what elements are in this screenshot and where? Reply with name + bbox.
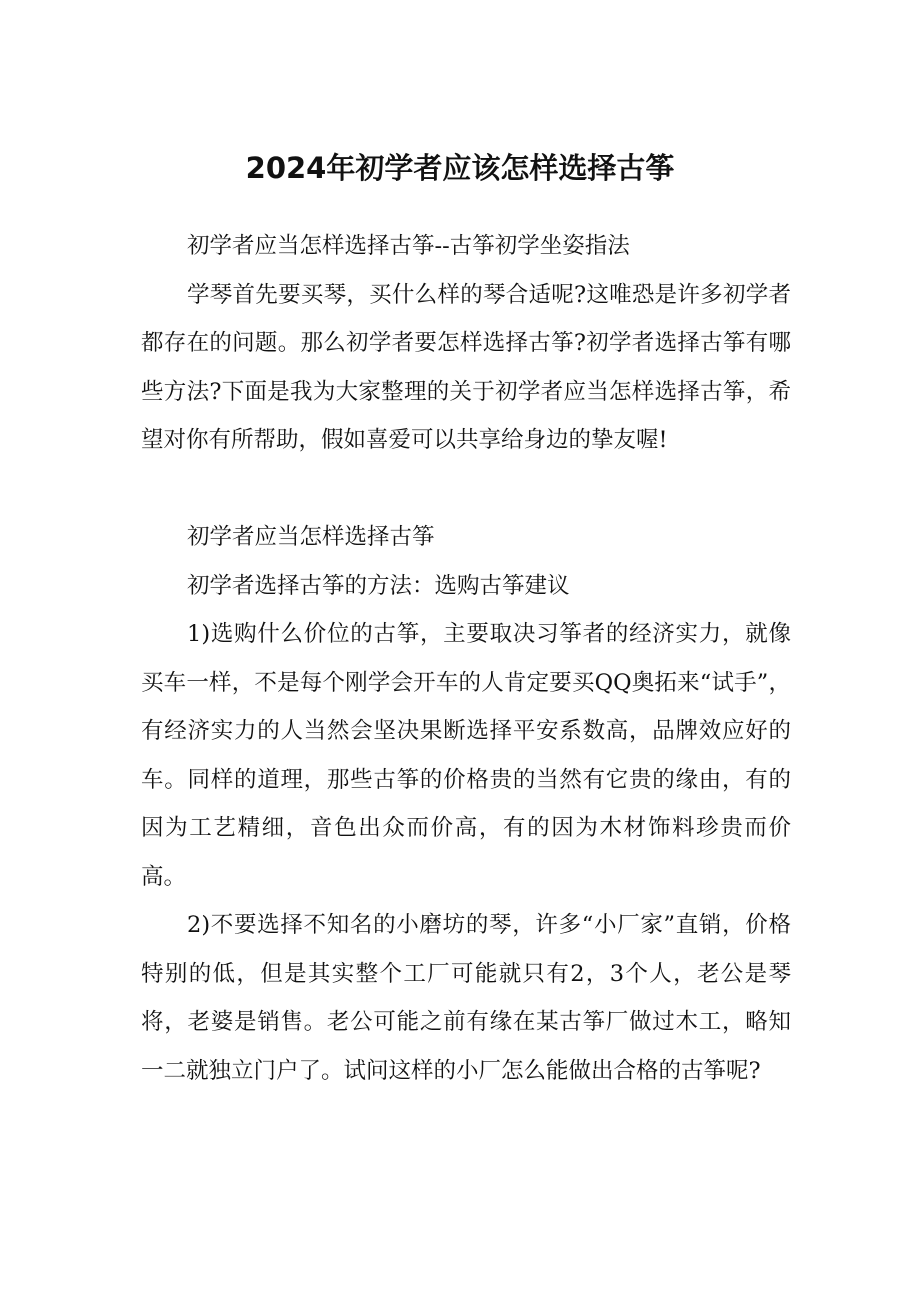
document-title: 2024年初学者应该怎样选择古筝 (245, 151, 675, 185)
method-heading: 初学者选择古筝的方法：选购古筝建议 (187, 572, 570, 599)
subtitle-paragraph: 初学者应当怎样选择古筝--古筝初学坐姿指法 (187, 233, 630, 259)
intro-paragraph: 学琴首先要买琴，买什么样的琴合适呢?这唯恐是许多初学者都存在的问题。那么初学者要怎样选择古筝?初学者选择古筝有哪些方法?下面是我为大家整理的关于初学者应当怎样选择古筝，希望对你有所帮助，假如喜爱可以共享给身边的挚友喔! (141, 281, 791, 453)
point-2-paragraph: 2)不要选择不知名的小磨坊的琴，许多“小厂家”直销，价格特别的低，但是其实整个工厂可能就只有2，3个人，老公是琴将，老婆是销售。老公可能之前有缘在某古筝厂做过木工，略知一二就独立门户了。试问这样的小厂怎么能做出合格的古筝呢? (141, 912, 791, 1084)
point-1-paragraph: 1)选购什么价位的古筝，主要取决习筝者的经济实力，就像买车一样，不是每个刚学会开车的人肯定要买QQ奥拓来“试手”，有经济实力的人当然会坚决果断选择平安系数高，品牌效应好的车。同样的道理，那些古筝的价格贵的当然有它贵的缘由，有的因为工艺精细，音色出众而价高，有的因为木材饰料珍贵而价高。 (141, 621, 791, 890)
paragraph-spacer (141, 465, 791, 514)
section-heading: 初学者应当怎样选择古筝 (187, 524, 435, 550)
document-body (141, 222, 791, 1095)
